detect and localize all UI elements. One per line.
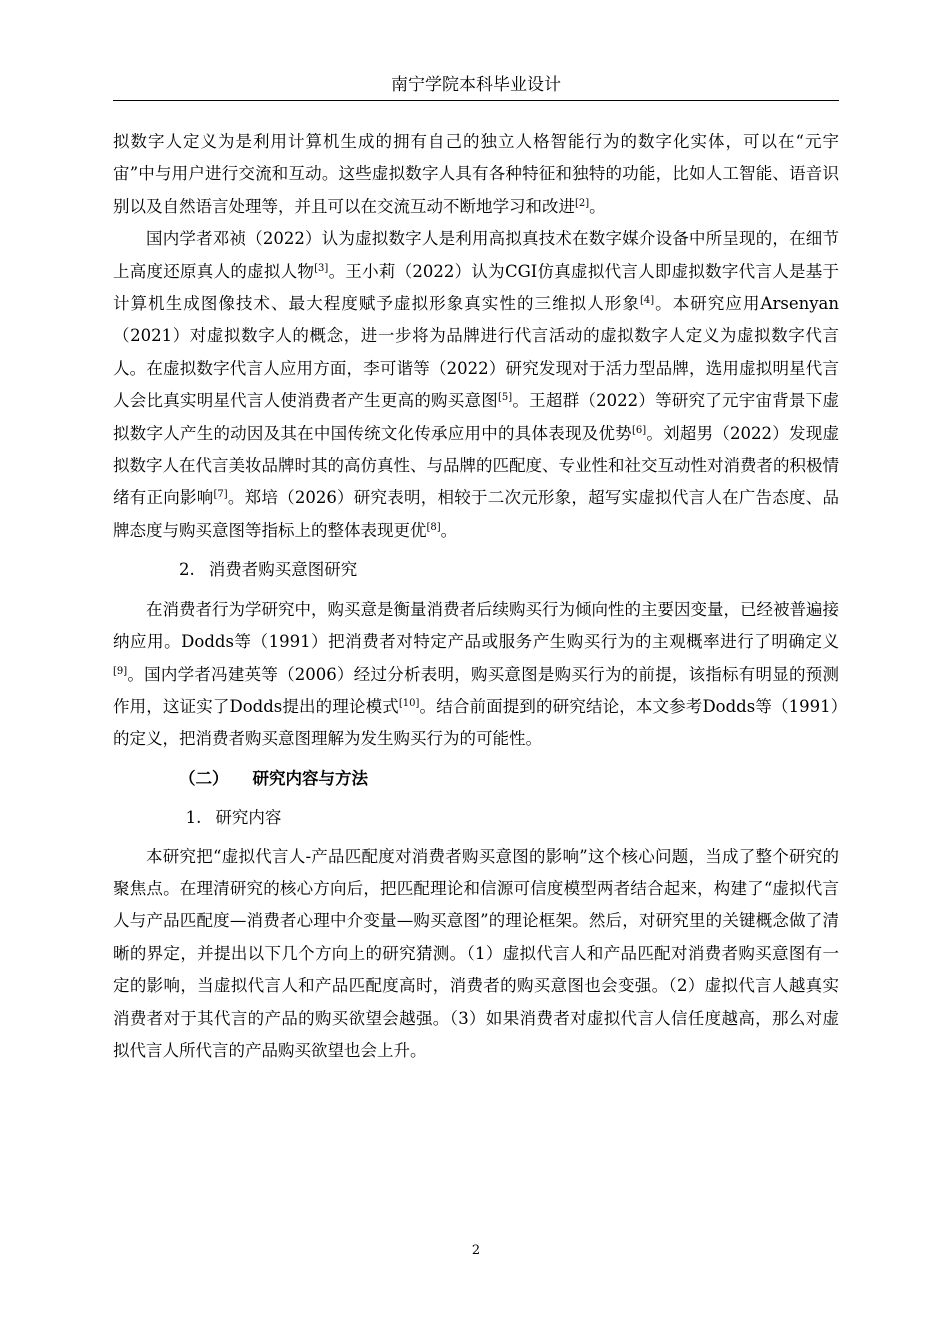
heading-research-content-methods: （二） 研究内容与方法 <box>179 768 368 788</box>
heading-research-content: 1. 研究内容 <box>185 808 282 828</box>
citation-ref: [4] <box>639 295 655 307</box>
citation-ref: [5] <box>498 392 513 404</box>
heading-consumer-purchase-intention: 2. 消费者购买意图研究 <box>179 560 358 580</box>
paragraph-domestic-research: 国内学者邓祯（2022）认为虚拟数字人是利用高拟真技术在数字媒介设备中所呈现的，在细节上高度还原真人的虚拟人物[3]。王小莉（2022）认为CGI仿真虚拟代言人即虚拟数字代言人是基于计算机生成图像技术、最大程度赋予虚拟形象真实性的三维拟人形象[4]。本研究应用Arsenyan（2021）对虚拟数字人的概念，进一步将为品牌进行代言活动的虚拟数字人定义为虚拟数字代言人。在虚拟数字代言人应用方面，李可谐等（2022）研究发现对于活力型品牌，选用虚拟明星代言人会比真实明星代言人使消费者产生更高的购买意图[5]。王超群（2022）等研究了元宇宙背景下虚拟数字人产生的动因及其在中国传统文化传承应用中的具体表现及优势[6]。刘超男（2022）发现虚拟数字人在代言美妆品牌时其的高仿真性、与品牌的匹配度、专业性和社交互动性对消费者的积极情绪有正向影响[7]。郑培（2026）研究表明，相较于二次元形象，超写实虚拟代言人在广告态度、品牌态度与购买意图等指标上的整体表现更优[8]。 <box>113 229 840 540</box>
page-number: 2 <box>471 1243 481 1258</box>
citation-ref: [3] <box>314 262 329 274</box>
citation-ref: [8] <box>426 521 441 533</box>
page-header <box>113 70 839 101</box>
paragraph-purchase-intention: 在消费者行为学研究中，购买意是衡量消费者后续购买行为倾向性的主要因变量，已经被普遍接纳应用。Dodds等（1991）把消费者对特定产品或服务产生购买行为的主观概率进行了明确定义[9]。国内学者冯建英等（2006）经过分析表明，购买意图是购买行为的前提，该指标有明显的预测作用，这证实了Dodds提出的理论模式[10]。结合前面提到的研究结论，本文参考Dodds等（1991）的定义，把消费者购买意图理解为发生购买行为的可能性。 <box>113 599 839 749</box>
document-body <box>113 126 839 1067</box>
paragraph-virtual-human-definition: 拟数字人定义为是利用计算机生成的拥有自己的独立人格智能行为的数字化实体，可以在“元宇宙”中与用户进行交流和互动。这些虚拟数字人具有各种特征和独特的功能，比如人工智能、语音识别以及自然语言处理等，并且可以在交流互动不断地学习和改进[2]。 <box>113 132 839 216</box>
citation-ref: [10] <box>398 697 420 709</box>
citation-ref: [6] <box>631 424 647 436</box>
page-footer <box>113 1243 839 1258</box>
paragraph-research-content: 本研究把“虚拟代言人-产品匹配度对消费者购买意图的影响”这个核心问题，当成了整个研究的聚焦点。在理清研究的核心方向后，把匹配理论和信源可信度模型两者结合起来，构建了“虚拟代言人与产品匹配度—消费者心理中介变量—购买意图”的理论框架。然后，对研究里的关键概念做了清晰的界定，并提出以下几个方向上的研究猜测。（1）虚拟代言人和产品匹配对消费者购买意图有一定的影响，当虚拟代言人和产品匹配度高时，消费者的购买意图也会变强。（2）虚拟代言人越真实消费者对于其代言的产品的购买欲望会越强。（3）如果消费者对虚拟代言人信任度越高，那么对虚拟代言人所代言的产品购买欲望也会上升。 <box>113 846 839 1060</box>
header-title: 南宁学院本科毕业设计 <box>391 75 561 95</box>
citation-ref: [2] <box>575 197 590 209</box>
citation-ref: [7] <box>213 489 228 501</box>
citation-ref: [9] <box>113 665 128 677</box>
